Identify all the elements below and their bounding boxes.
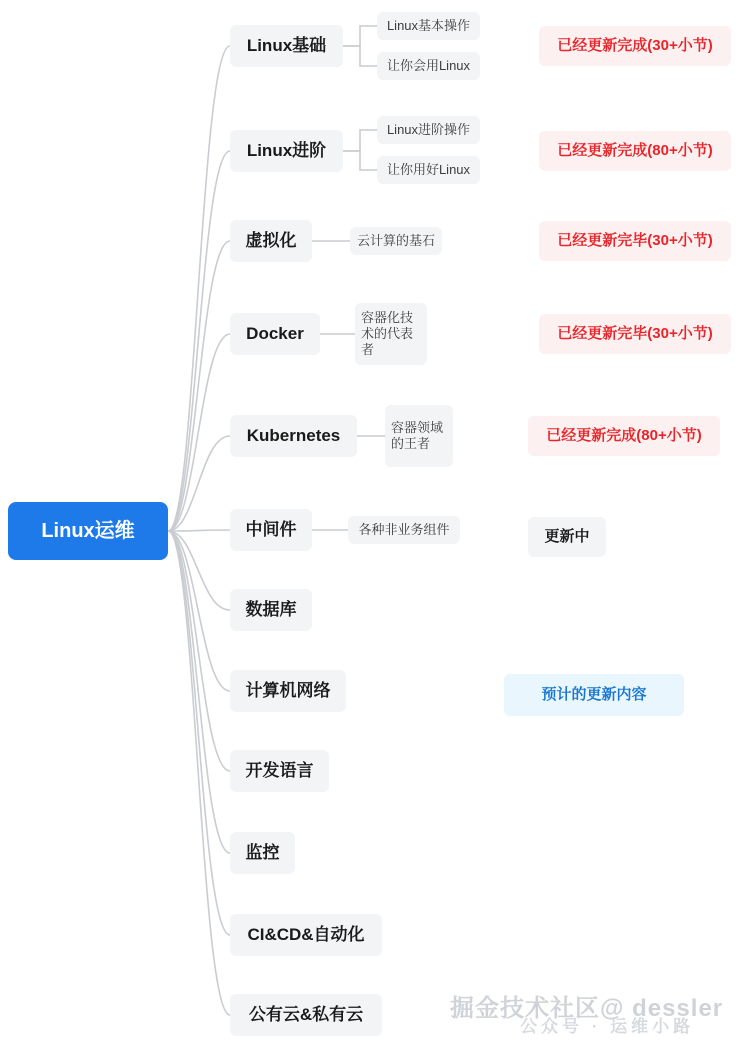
- branch-node-virtualization[interactable]: [230, 220, 312, 262]
- status-node-middleware: [528, 517, 606, 557]
- status-node-planned-content: [504, 674, 684, 716]
- branch-node-linux-advanced[interactable]: [230, 130, 343, 172]
- status-label: 已经更新完成(80+小节): [546, 426, 702, 444]
- leaf-label: 云计算的基石: [356, 232, 435, 248]
- status-node-linux-basics: [539, 26, 731, 66]
- leaf-node-non-business-components[interactable]: [348, 516, 460, 544]
- branch-node-docker[interactable]: [230, 313, 320, 355]
- leaf-label: 让你用好Linux: [386, 161, 471, 177]
- branch-node-linux-basics[interactable]: [230, 25, 343, 67]
- branch-label: Linux进阶: [246, 141, 327, 161]
- status-node-virtualization: [539, 221, 731, 261]
- status-label: 已经更新完毕(30+小节): [557, 231, 713, 249]
- status-label: 已经更新完成(80+小节): [557, 141, 713, 159]
- leaf-label: 容器领域的王者: [391, 419, 444, 451]
- leaf-node-master-linux[interactable]: [377, 156, 480, 184]
- leaf-node-container-tech[interactable]: [355, 303, 427, 365]
- leaf-label: 各种非业务组件: [358, 521, 450, 537]
- status-label: 更新中: [544, 527, 590, 545]
- root-label: Linux运维: [41, 519, 135, 542]
- status-node-linux-advanced: [539, 131, 731, 171]
- branch-node-dev-languages[interactable]: [230, 750, 329, 792]
- branch-label: 虚拟化: [245, 231, 297, 251]
- branch-node-database[interactable]: [230, 589, 312, 631]
- status-label: 已经更新完毕(30+小节): [557, 324, 713, 342]
- branch-node-middleware[interactable]: [230, 509, 312, 551]
- status-label: 已经更新完成(30+小节): [557, 36, 713, 54]
- branch-node-kubernetes[interactable]: [230, 415, 357, 457]
- leaf-node-cloud-cornerstone[interactable]: [350, 227, 442, 255]
- branch-node-public-private-cloud[interactable]: [230, 994, 382, 1036]
- branch-node-monitoring[interactable]: [230, 832, 295, 874]
- status-node-kubernetes: [528, 416, 720, 456]
- branch-label: 中间件: [245, 520, 297, 540]
- watermark-primary: 掘金技术社区@ dessler: [450, 995, 724, 1022]
- leaf-node-linux-basic-ops[interactable]: [377, 12, 480, 40]
- branch-label: 计算机网络: [245, 681, 331, 701]
- leaf-node-container-king[interactable]: [385, 405, 453, 467]
- watermark-secondary: 公众号 · 运维小路: [520, 1017, 695, 1036]
- status-node-docker: [539, 314, 731, 354]
- branch-label: Linux基础: [246, 36, 327, 56]
- branch-label: 数据库: [245, 600, 297, 620]
- branch-label: 监控: [245, 843, 280, 863]
- branch-label: 开发语言: [245, 761, 314, 781]
- leaf-label: 让你会用Linux: [386, 57, 471, 73]
- leaf-label: Linux基本操作: [386, 17, 471, 33]
- branch-label: Docker: [246, 324, 304, 344]
- status-label: 预计的更新内容: [541, 685, 647, 703]
- branch-node-computer-network[interactable]: [230, 670, 346, 712]
- branch-label: 公有云&私有云: [248, 1005, 364, 1025]
- branch-node-cicd-automation[interactable]: [230, 914, 382, 956]
- branch-label: CI&CD&自动化: [247, 925, 365, 945]
- root-node[interactable]: [8, 502, 168, 560]
- leaf-node-use-linux[interactable]: [377, 52, 480, 80]
- leaf-label: Linux进阶操作: [386, 121, 471, 137]
- branch-label: Kubernetes: [246, 426, 341, 446]
- leaf-node-linux-advanced-ops[interactable]: [377, 116, 480, 144]
- leaf-label: 容器化技术的代表者: [361, 309, 414, 358]
